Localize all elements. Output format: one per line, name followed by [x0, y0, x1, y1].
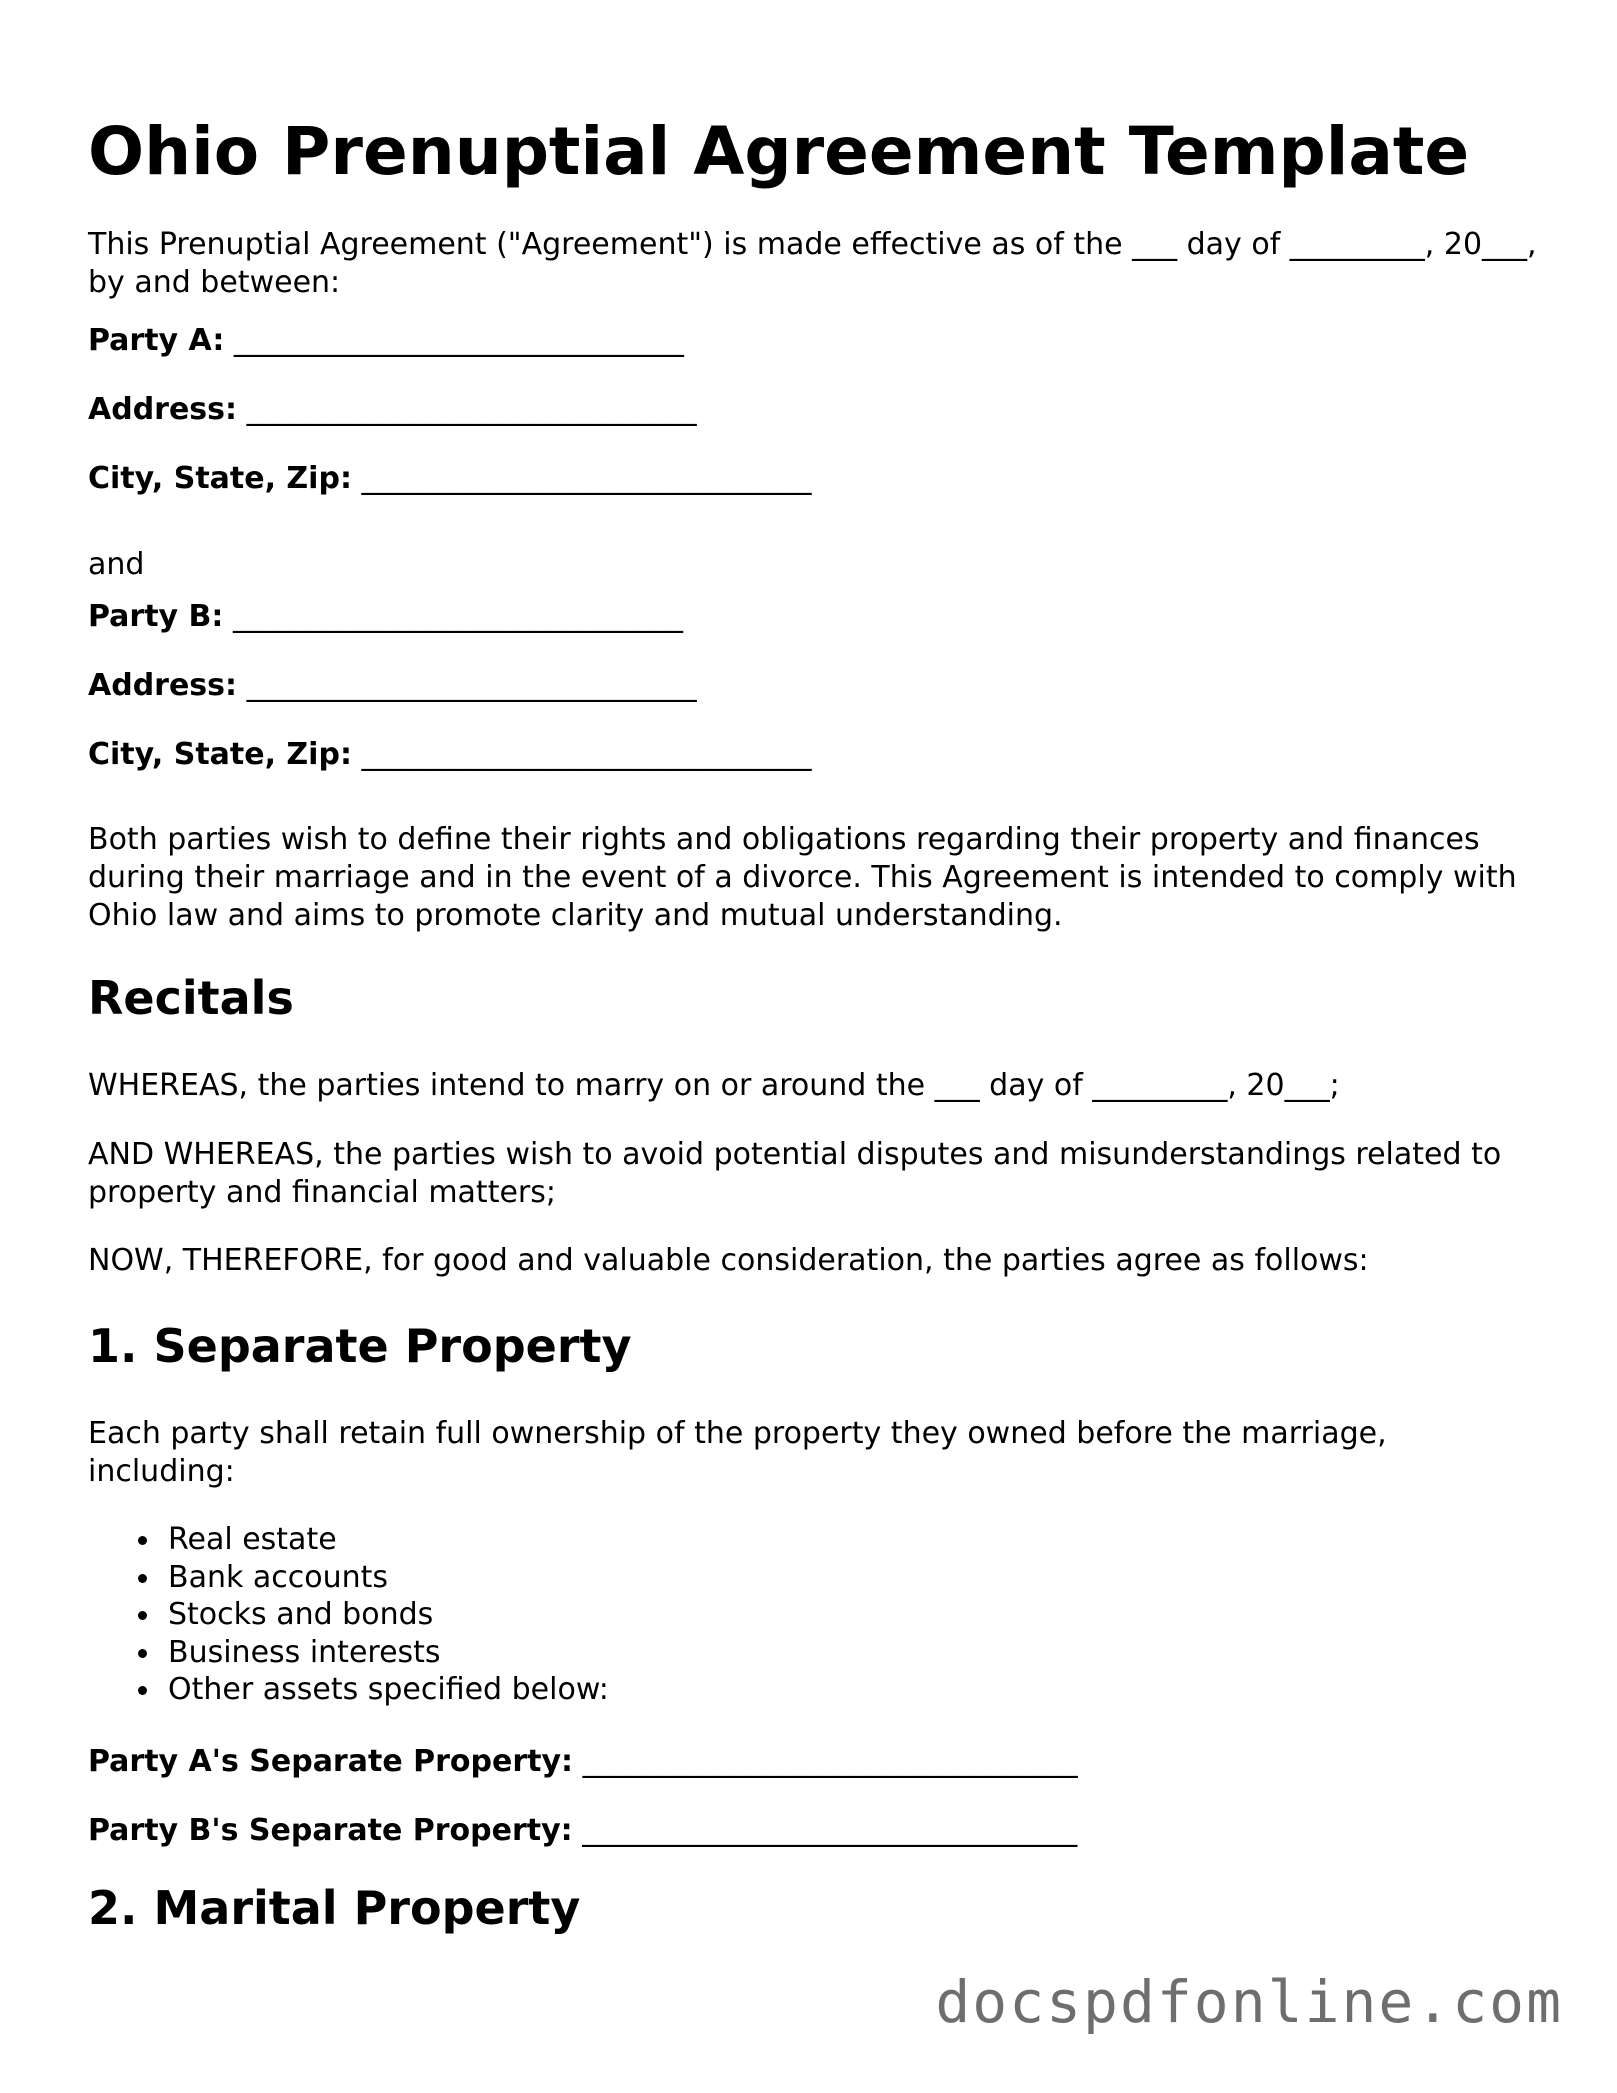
- party-a-address-blank[interactable]: ______________________________: [246, 392, 697, 427]
- party-a-name-blank[interactable]: ______________________________: [233, 323, 684, 358]
- party-a-separate-property-blank[interactable]: _________________________________: [582, 1744, 1078, 1779]
- document-title: Ohio Prenuptial Agreement Template: [88, 113, 1470, 190]
- party-b-name-field: [88, 598, 683, 636]
- party-a-separate-property-label: Party A's Separate Property:: [88, 1744, 574, 1779]
- separate-property-heading: 1. Separate Property: [88, 1319, 632, 1373]
- party-b-city-field: [88, 736, 811, 774]
- party-b-city-label: City, State, Zip:: [88, 737, 352, 772]
- party-b-address-label: Address:: [88, 668, 238, 703]
- party-b-city-blank[interactable]: ______________________________: [361, 737, 812, 772]
- party-a-address-field: [88, 391, 697, 429]
- now-therefore: NOW, THEREFORE, for good and valuable consideration, the parties agree as follows:: [88, 1243, 1369, 1278]
- party-b-separate-property-label: Party B's Separate Property:: [88, 1813, 573, 1848]
- whereas-1: WHEREAS, the parties intend to marry on or around the ___ day of _________, 20___;: [88, 1068, 1340, 1103]
- separate-property-intro: Each party shall retain full ownership of the property they owned before the marriage, including:: [88, 1416, 1387, 1489]
- separate-property-list: [88, 1521, 609, 1709]
- party-b-address-field: [88, 667, 697, 705]
- party-a-name-label: Party A:: [88, 323, 225, 358]
- party-a-separate-property-field: [88, 1743, 1078, 1781]
- list-item: Other assets specified below:: [168, 1672, 609, 1707]
- party-b-name-label: Party B:: [88, 599, 224, 634]
- party-a-address-label: Address:: [88, 392, 238, 427]
- list-item: Business interests: [168, 1634, 609, 1672]
- party-a-city-blank[interactable]: ______________________________: [361, 461, 812, 496]
- watermark-text: docspdfonline.com: [935, 1968, 1563, 2036]
- party-b-address-blank[interactable]: ______________________________: [246, 668, 697, 703]
- list-item: Bank accounts: [168, 1559, 609, 1597]
- list-item: Real estate: [168, 1521, 609, 1559]
- party-a-name-field: [88, 322, 684, 360]
- marital-property-heading: 2. Marital Property: [88, 1881, 581, 1935]
- list-item: Stocks and bonds: [168, 1596, 609, 1634]
- and-text: and: [88, 547, 145, 582]
- whereas-2: AND WHEREAS, the parties wish to avoid potential disputes and misunderstandings related to property and financial matters;: [88, 1137, 1502, 1210]
- recitals-heading: Recitals: [88, 971, 294, 1025]
- party-a-city-label: City, State, Zip:: [88, 461, 352, 496]
- intro-paragraph: This Prenuptial Agreement ("Agreement") is made effective as of the ___ day of _________, 20___, by and between:: [88, 227, 1537, 300]
- purpose-paragraph: Both parties wish to define their rights and obligations regarding their property and finances during their marriage and in the event of a divorce. This Agreement is intended to comply with Ohio law and aims to promote clarity and mutual understanding.: [88, 822, 1517, 933]
- party-b-separate-property-field: [88, 1812, 1077, 1850]
- party-b-name-blank[interactable]: ______________________________: [232, 599, 683, 634]
- party-a-city-field: [88, 460, 811, 498]
- party-b-separate-property-blank[interactable]: _________________________________: [582, 1813, 1078, 1848]
